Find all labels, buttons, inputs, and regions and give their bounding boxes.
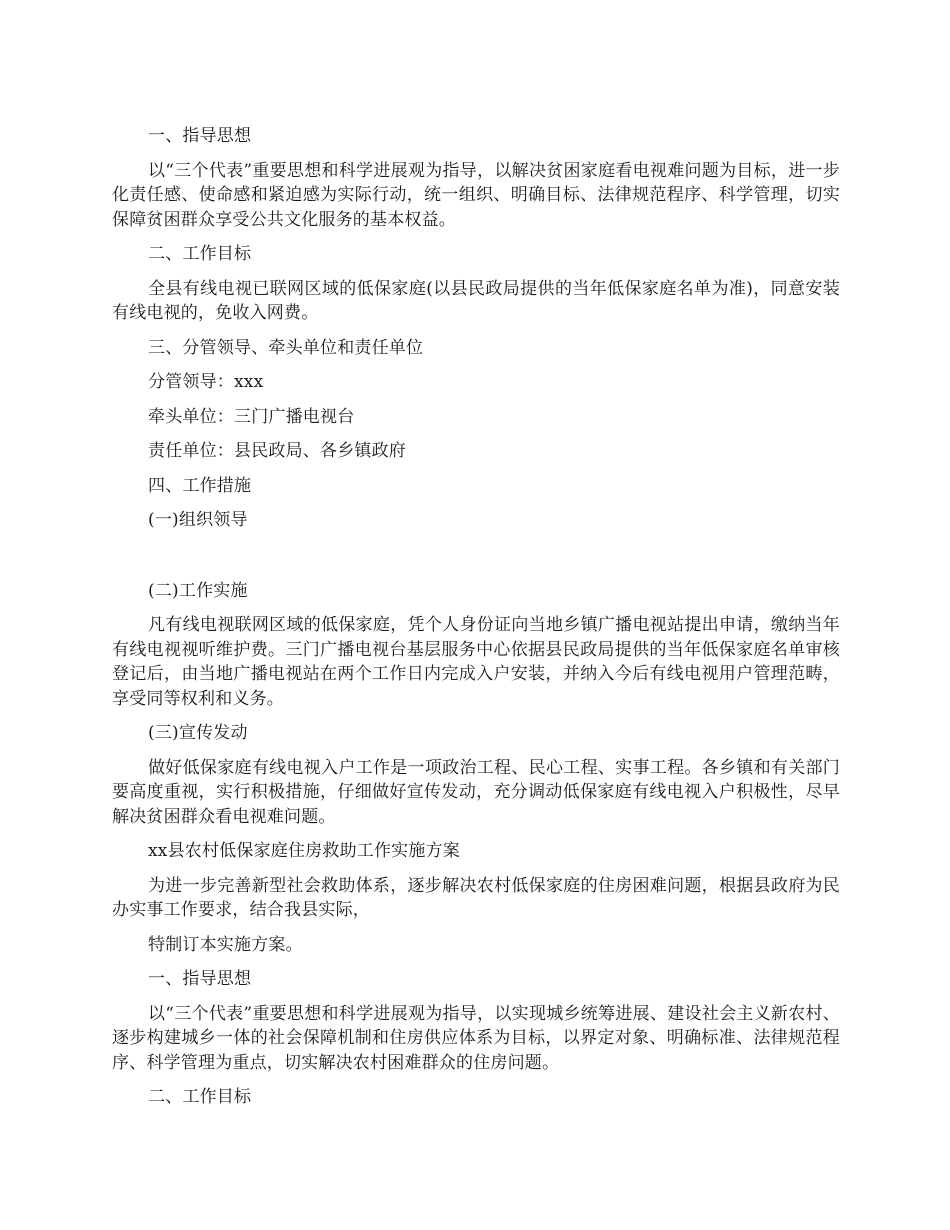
line-responsible-units: 责任单位：县民政局、各乡镇政府 <box>148 441 406 461</box>
document-body <box>112 124 840 1120</box>
paragraph-guiding-ideology: 以“三个代表”重要思想和科学进展观为指导，以解决贫困家庭看电视难问题为目标，进一步化责任感、使命感和紧迫感为实际行动，统一组织、明确目标、法律规范程序、科学管理，切实保障贫困群众享受公共文化服务的基本权益。 <box>112 160 840 230</box>
heading-work-measures: 四、工作措施 <box>148 475 252 496</box>
paragraph-plan-formulated: 特制订本实施方案。 <box>148 934 303 955</box>
paragraph-implementation: 凡有线电视联网区域的低保家庭，凭个人身份证向当地乡镇广播电视站提出申请，缴纳当年有线电视视听维护费。三门广播电视台基层服务中心依据县民政局提供的当年低保家庭名单审核登记后，由当地广播电视站在两个工作日内完成入户安装，并纳入今后有线电视用户管理范畴，享受同等权利和义务。 <box>112 615 840 709</box>
line-lead-unit: 牵头单位：三门广播电视台 <box>148 406 355 427</box>
paragraph-work-goal: 全县有线电视已联网区域的低保家庭(以县民政局提供的当年低保家庭名单为准)，同意安装有线电视的，免收入网费。 <box>112 278 840 323</box>
paragraph-guiding-ideology-2: 以“三个代表”重要思想和科学进展观为指导，以实现城乡统筹进展、建设社会主义新农村、逐步构建城乡一体的社会保障机制和住房供应体系为目标，以界定对象、明确标准、法律规范程序、科学管理为重点，切实解决农村困难群众的住房问题。 <box>112 1003 840 1073</box>
section-title-housing-plan: xx县农村低保家庭住房救助工作实施方案 <box>148 841 460 861</box>
subheading-organization: (一)组织领导 <box>148 510 248 530</box>
heading-guiding-ideology: 一、指导思想 <box>148 126 252 146</box>
line-supervising-leader: 分管领导：xxx <box>148 372 264 392</box>
heading-work-goal-2: 二、工作目标 <box>148 1087 252 1107</box>
heading-guiding-ideology-2: 一、指导思想 <box>148 969 252 989</box>
heading-leadership-units: 三、分管领导、牵头单位和责任单位 <box>148 337 424 358</box>
subheading-implementation: (二)工作实施 <box>148 580 248 601</box>
paragraph-housing-intro: 为进一步完善新型社会救助体系，逐步解决农村低保家庭的住房困难问题，根据县政府为民办实事工作要求，结合我县实际， <box>112 875 840 920</box>
paragraph-publicity: 做好低保家庭有线电视入户工作是一项政治工程、民心工程、实事工程。各乡镇和有关部门要高度重视，实行积极措施，仔细做好宣传发动，充分调动低保家庭有线电视入户积极性，尽早解决贫困群众看电视难问题。 <box>112 757 840 827</box>
heading-work-goal: 二、工作目标 <box>148 244 252 264</box>
subheading-publicity: (三)宣传发动 <box>148 723 248 743</box>
